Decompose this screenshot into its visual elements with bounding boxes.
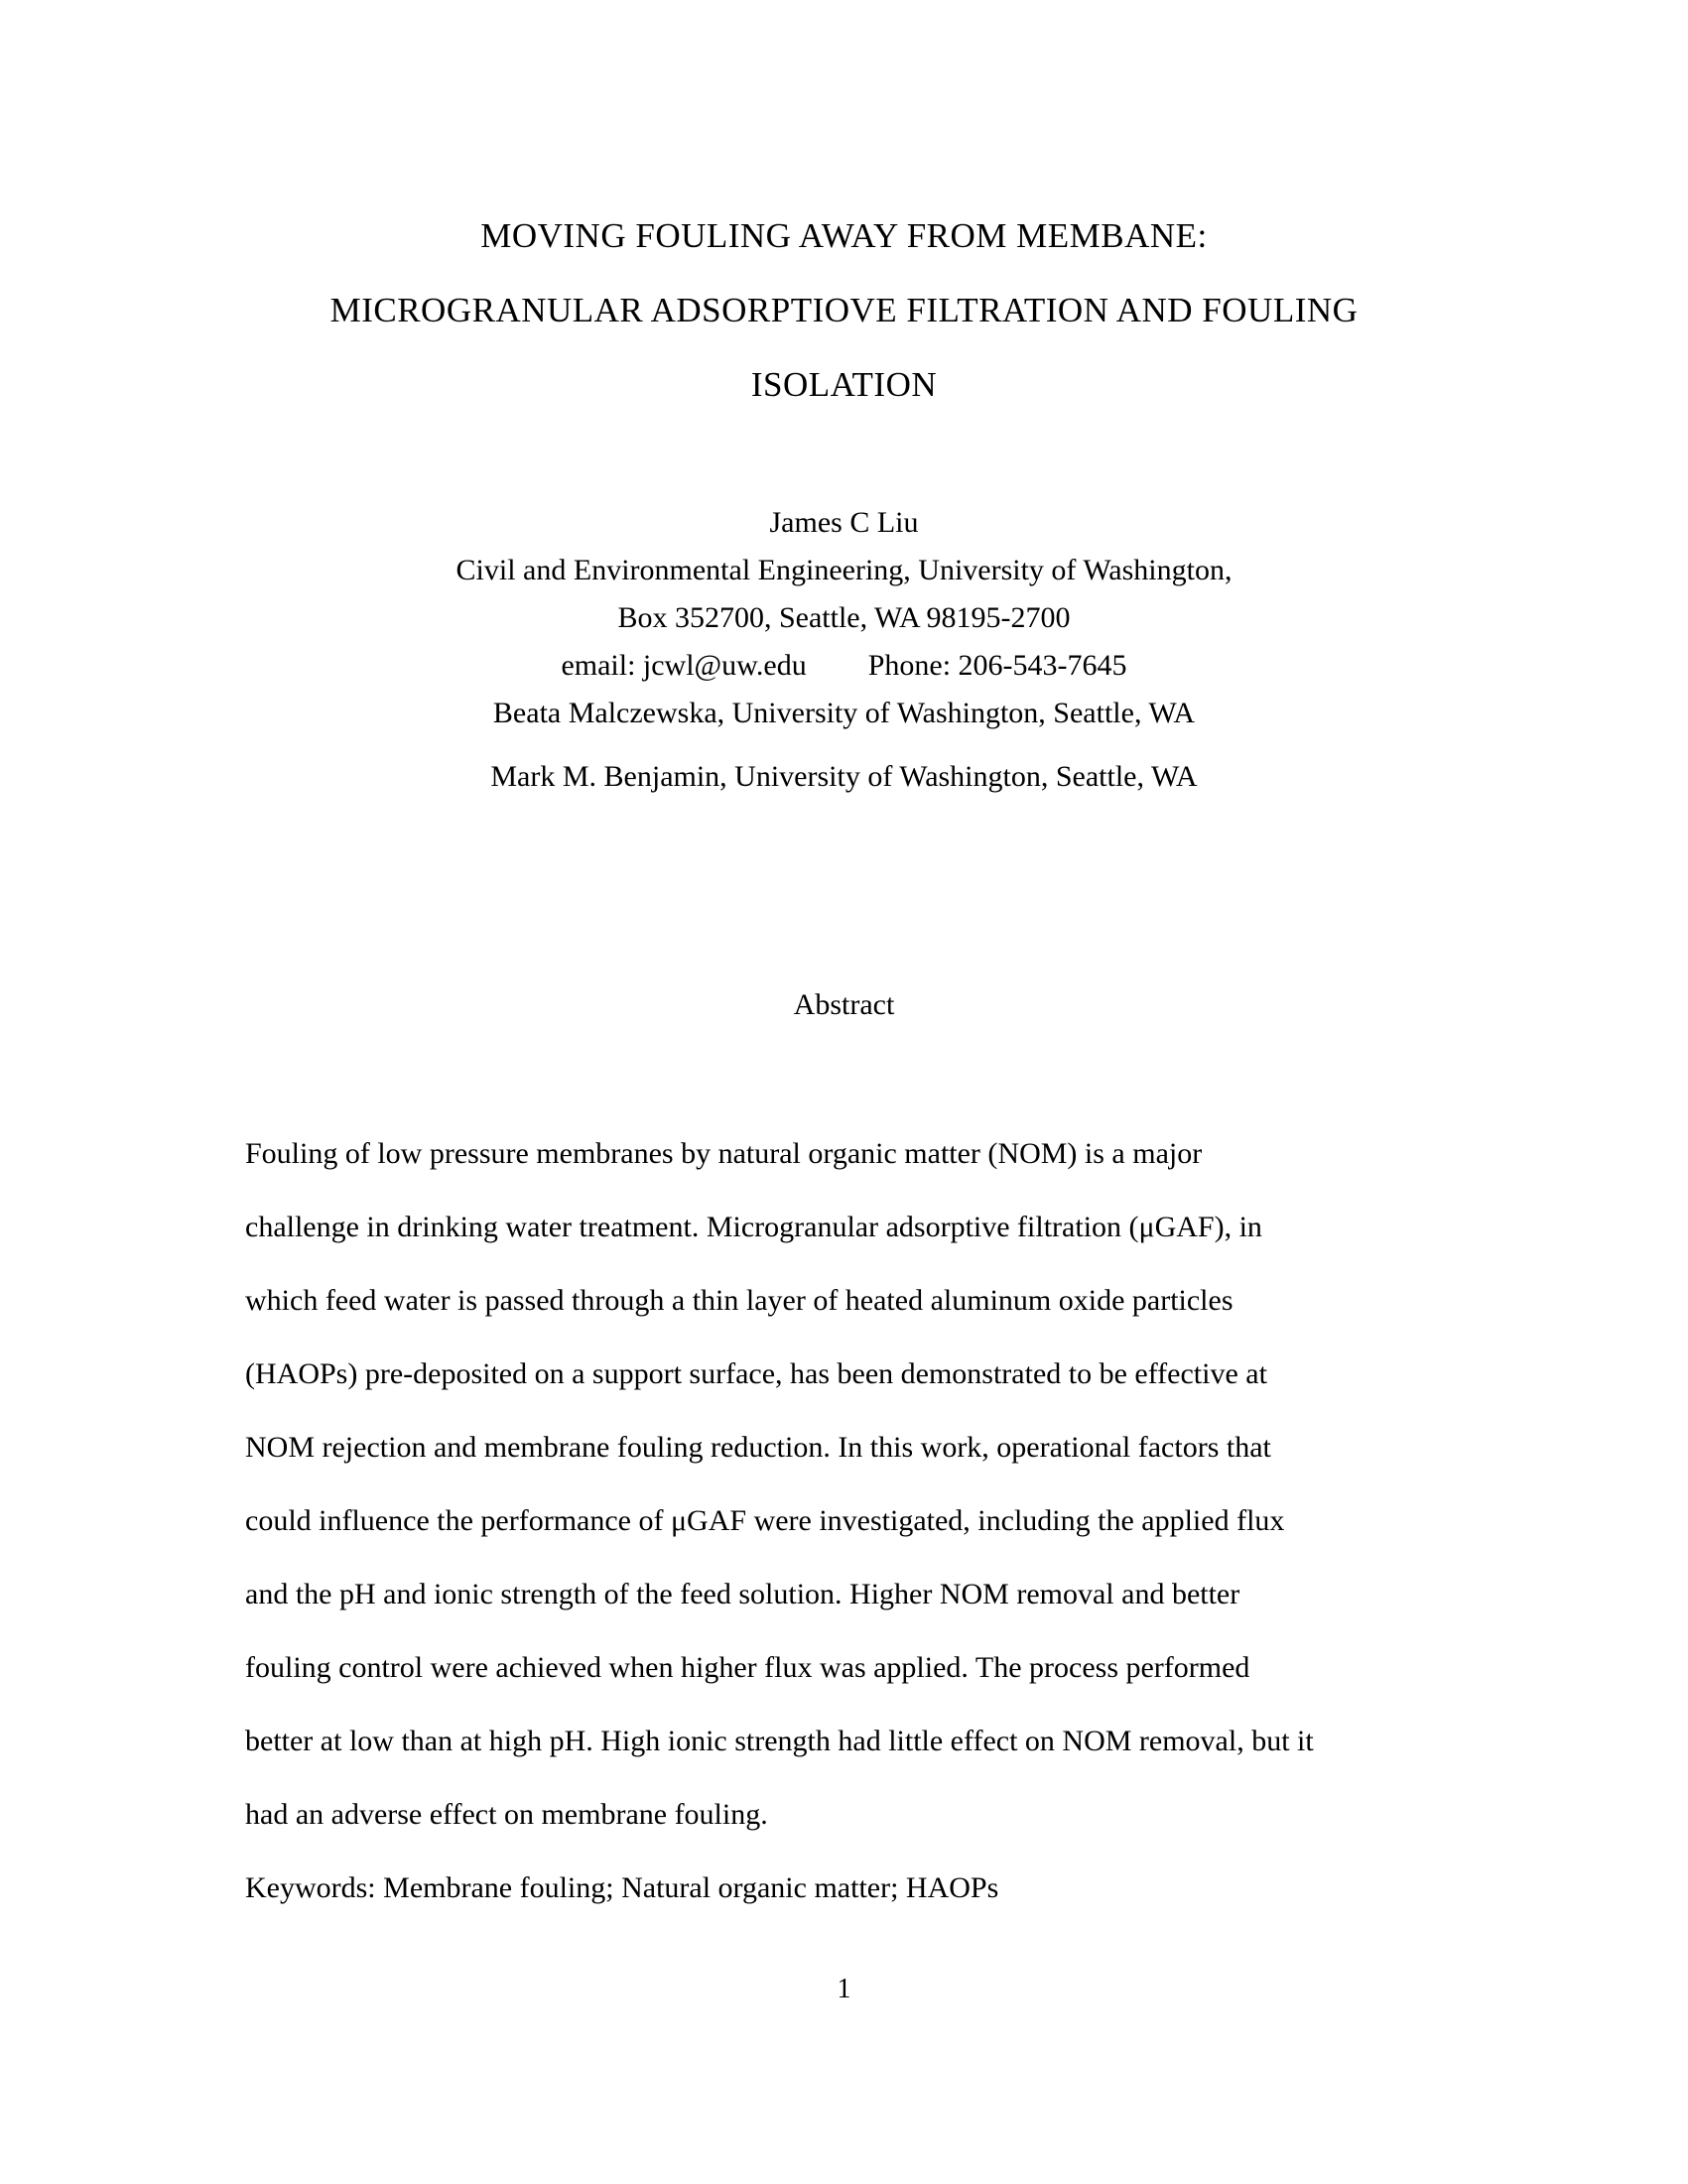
author-address: Box 352700, Seattle, WA 98195-2700 [617,601,1071,634]
contact-line [0,642,1688,690]
abstract-line: challenge in drinking water treatment. Microgranular adsorptive filtration (μGAF), in [245,1211,1262,1243]
abstract-line: NOM rejection and membrane fouling reduction. In this work, operational factors that [245,1431,1271,1464]
title-line-1: MOVING FOULING AWAY FROM MEMBANE: [480,216,1208,255]
author-email: email: jcwl@uw.edu [561,649,807,682]
author-name: James C Liu [769,506,919,539]
author-phone: Phone: 206-543-7645 [867,649,1127,682]
coauthor-1: Beata Malczewska, University of Washington, Seattle, WA [492,697,1196,729]
abstract-line: which feed water is passed through a thin layer of heated aluminum oxide particles [245,1284,1234,1317]
abstract-line: Fouling of low pressure membranes by natural organic matter (NOM) is a major [245,1137,1203,1170]
author-block [0,499,1688,801]
abstract-line: (HAOPs) pre-deposited on a support surface, has been demonstrated to be effective at [245,1357,1267,1390]
abstract-line: and the pH and ionic strength of the feed solution. Higher NOM removal and better [245,1578,1240,1610]
abstract-line: could influence the performance of μGAF were investigated, including the applied flux [245,1504,1285,1537]
coauthor-2: Mark M. Benjamin, University of Washington, Seattle, WA [490,760,1198,793]
keywords-line: Keywords: Membrane fouling; Natural organic matter; HAOPs [245,1871,999,1904]
title-line-3: ISOLATION [750,365,938,404]
paper-title [0,0,1688,422]
abstract-line: fouling control were achieved when higher flux was applied. The process performed [245,1651,1250,1684]
abstract-heading: Abstract [793,988,895,1021]
page-number: 1 [837,1974,851,2004]
abstract-line: better at low than at high pH. High ionic strength had little effect on NOM removal, but it [245,1725,1314,1757]
abstract-body [245,1117,1452,1925]
author-affiliation: Civil and Environmental Engineering, University of Washington, [455,554,1233,586]
abstract-line: had an adverse effect on membrane fouling. [245,1798,768,1831]
title-line-2: MICROGRANULAR ADSORPTIOVE FILTRATION AND FOULING [329,291,1359,329]
